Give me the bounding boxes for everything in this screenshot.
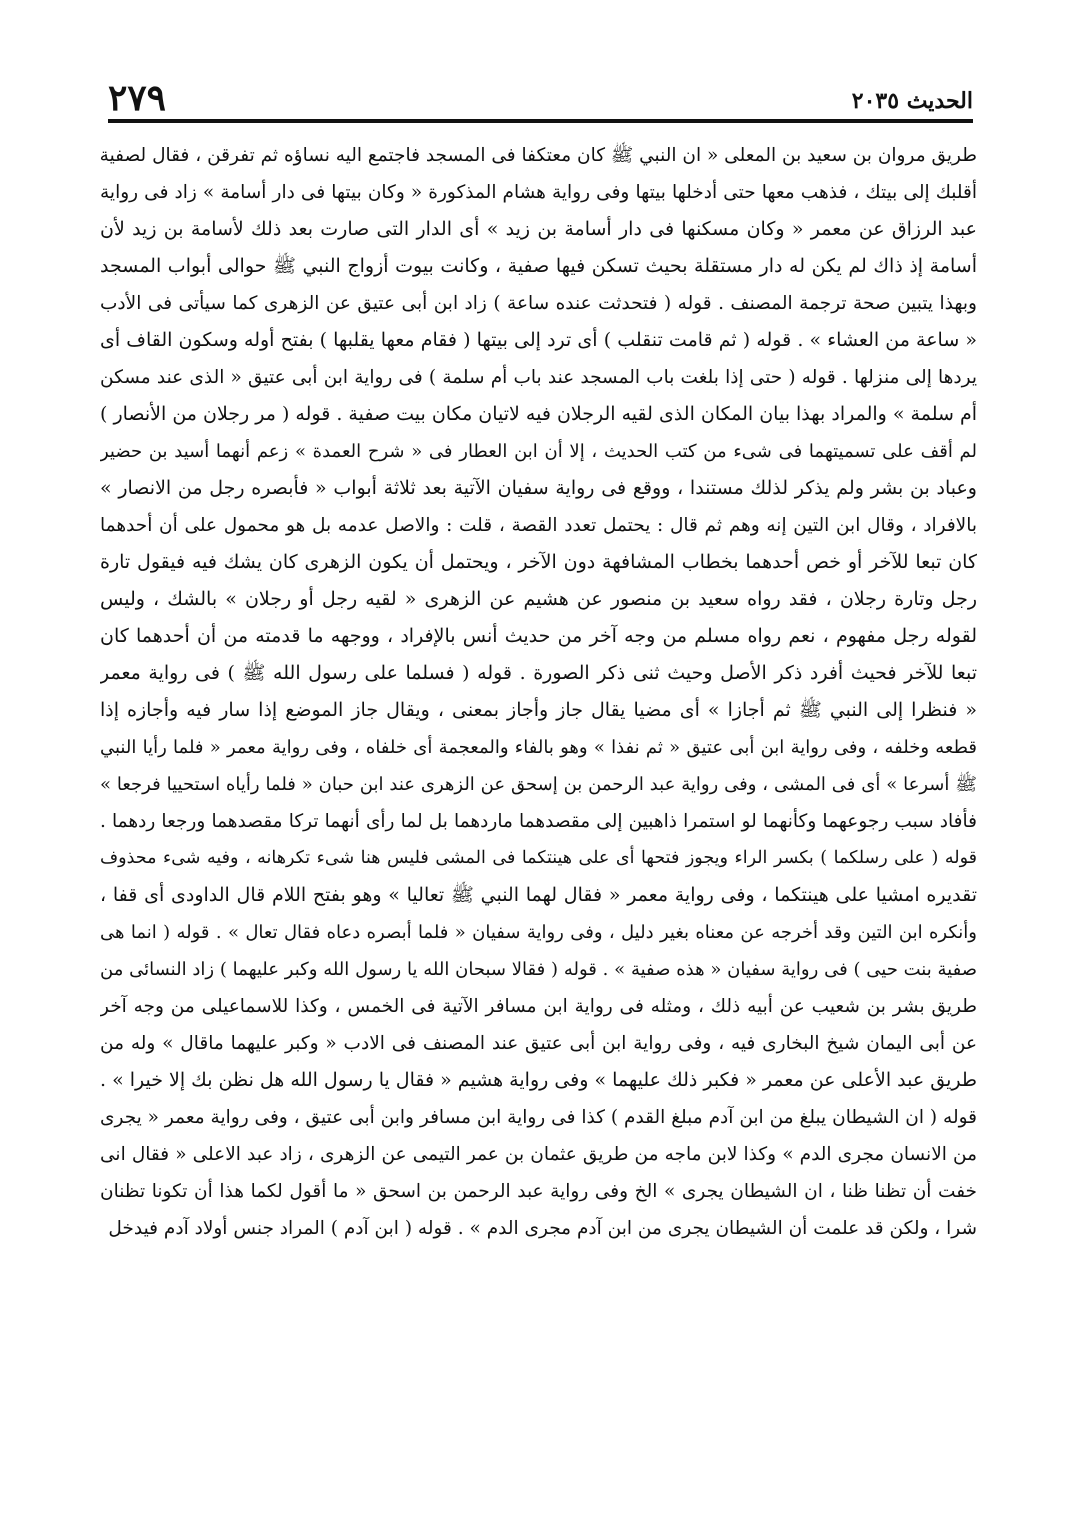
page-number: ٢٧٩: [108, 77, 167, 119]
body-line: خفت أن تظنا ظنا ، ان الشيطان يجرى » الخ وفى رواية عبد الرحمن بن اسحق « ما أقول لكما هذا أن تكونا تظنان: [100, 1181, 977, 1202]
body-line: تقديره امشيا على هينتكما ، وفى رواية معمر « فقال لهما النبي ﷺ تعاليا » وهو بفتح اللام قال الداودى أى قفا ،: [100, 884, 977, 906]
body-line: قطعه وخلفه ، وفى رواية ابن أبى عتيق « ثم نفذا » وهو بالفاء والمعجمة أى خلفاه ، وفى رواية معمر « فلما رأيا النبي: [100, 737, 977, 758]
body-line: تبعا للآخر فحيث أفرد ذكر الأصل وحيث ثنى ذكر الصورة . قوله ( فسلما على رسول الله ﷺ ) فى رواية معمر: [100, 662, 977, 684]
running-header: [108, 72, 973, 119]
body-line: وأنكره ابن التين وقد أخرجه عن معناه بغير دليل ، وفى رواية سفيان « فلما أبصره دعاه فقال تعال » . قوله ( انما هى: [100, 922, 977, 943]
body-line: كان تبعا للآخر أو خص أحدهما بخطاب المشافهة دون الآخر ، ويحتمل أن يكون الزهرى كان يشك فيه فيقول تارة: [100, 551, 977, 573]
body-line: أسامة إذ ذاك لم يكن له دار مستقلة بحيث تسكن فيها صفية ، وكانت بيوت أزواج النبي ﷺ حوالى أبواب المسجد: [100, 255, 977, 277]
body-line: عن أبى اليمان شيخ البخارى فيه ، وفى رواية ابن أبى عتيق عند المصنف فى الادب « وكبر عليهما ماقال » وله من: [100, 1033, 977, 1054]
body-line: وبهذا يتبين صحة ترجمة المصنف . قوله ( فتحدثت عنده ساعة ) زاد ابن أبى عتيق عن الزهرى كما سيأتى فى الأدب: [100, 293, 977, 314]
body-text: [100, 137, 977, 1247]
body-line: وعباد بن بشر ولم يذكر لذلك مستندا ، ووقع فى رواية سفيان الآتية بعد ثلاثة أبواب « فأبصره رجل من الانصار »: [100, 477, 977, 499]
body-line: طريق عبد الأعلى عن معمر « فكبر ذلك عليهما » وفى رواية هشيم « فقال يا رسول الله هل نظن بك إلا خيرا » .: [100, 1069, 977, 1091]
body-line: طريق مروان بن سعيد بن المعلى « ان النبي ﷺ كان معتكفا فى المسجد فاجتمع اليه نساؤه ثم تفرقن ، فقال لصفية: [100, 145, 977, 166]
body-line: « فنظرا إلى النبي ﷺ ثم أجازا » أى مضيا يقال جاز وأجاز بمعنى ، ويقال جاز الموضع إذا سار فيه وأجازه إذا: [100, 699, 977, 721]
body-line: صفية بنت حيى ) فى رواية سفيان « هذه صفية » . قوله ( فقالا سبحان الله يا رسول الله وكبر عليهما ) زاد النسائى من: [100, 959, 977, 980]
body-line: فأفاد سبب رجوعهما وكأنهما لو استمرا ذاهبين إلى مقصدهما ماردهما بل لما رأى أنهما تركا مقصدهما ورجعا ردهما .: [100, 811, 977, 832]
body-line: ﷺ أسرعا » أى فى المشى ، وفى رواية عبد الرحمن بن إسحق عن الزهرى عند ابن حبان « فلما رأياه استحييا فرجعا »: [100, 774, 977, 795]
body-line: طريق بشر بن شعيب عن أبيه ذلك ، ومثله فى رواية ابن مسافر الآتية فى الخمس ، وكذا للاسماعيلى من وجه آخر: [100, 996, 977, 1017]
header-title: الحديث ٢٠٣٥: [851, 88, 973, 114]
body-line: أقلبك إلى بيتك ، فذهب معها حتى أدخلها بيتها وفى رواية هشام المذكورة « وكان بيتها فى دار أسامة » زاد فى رواية: [100, 182, 977, 203]
body-line: رجل وتارة رجلان ، فقد رواه سعيد بن منصور عن هشيم عن الزهرى « لقيه رجل أو رجلان » بالشك ، وليس: [100, 588, 977, 610]
body-line: قوله ( على رسلكما ) بكسر الراء ويجوز فتحها أى على هينتكما فى المشى فليس هنا شىء تكرهانه ، وفيه شىء محذوف: [100, 848, 977, 868]
body-line: « ساعة من العشاء » . قوله ( ثم قامت تنقلب ) أى ترد إلى بيتها ( فقام معها يقلبها ) بفتح أوله وسكون القاف أى: [100, 329, 977, 351]
body-line: شرا ، ولكن قد علمت أن الشيطان يجرى من ابن آدم مجرى الدم » . قوله ( ابن آدم ) المراد جنس أولاد آدم فيدخل: [108, 1218, 977, 1239]
body-line: من الانسان مجرى الدم » وكذا لابن ماجه من طريق عثمان بن عمر التيمى عن الزهرى ، زاد عبد الاعلى « فقال انى: [100, 1144, 977, 1165]
body-line: لقوله رجل مفهوم ، نعم رواه مسلم من وجه آخر من حديث أنس بالإفراد ، ووجهه ما قدمته من أن أحدهما كان: [100, 625, 977, 647]
body-line: بالافراد ، وقال ابن التين إنه وهم ثم قال : يحتمل تعدد القصة ، قلت : والاصل عدمه بل هو محمول على أن أحدهما: [100, 515, 977, 536]
header-rule: [108, 119, 973, 123]
body-line: لم أقف على تسميتهما فى شىء من كتب الحديث ، إلا أن ابن العطار فى « شرح العمدة » زعم أنهما أسيد بن حضير: [100, 441, 977, 462]
body-line: عبد الرزاق عن معمر « وكان مسكنها فى دار أسامة بن زيد » أى الدار التى صارت بعد ذلك لأسامة بن زيد لأن: [100, 218, 977, 240]
body-line: قوله ( ان الشيطان يبلغ من ابن آدم مبلغ القدم ) كذا فى رواية ابن مسافر وابن أبى عتيق ، وفى رواية معمر « يجرى: [100, 1107, 977, 1128]
body-line: أم سلمة » والمراد بهذا بيان المكان الذى لقيه الرجلان فيه لاتيان مكان بيت صفية . قوله ( مر رجلان من الأنصار ): [100, 403, 977, 425]
body-line: يردها إلى منزلها . قوله ( حتى إذا بلغت باب المسجد عند باب أم سلمة ) فى رواية ابن أبى عتيق « الذى عند مسكن: [100, 367, 977, 388]
